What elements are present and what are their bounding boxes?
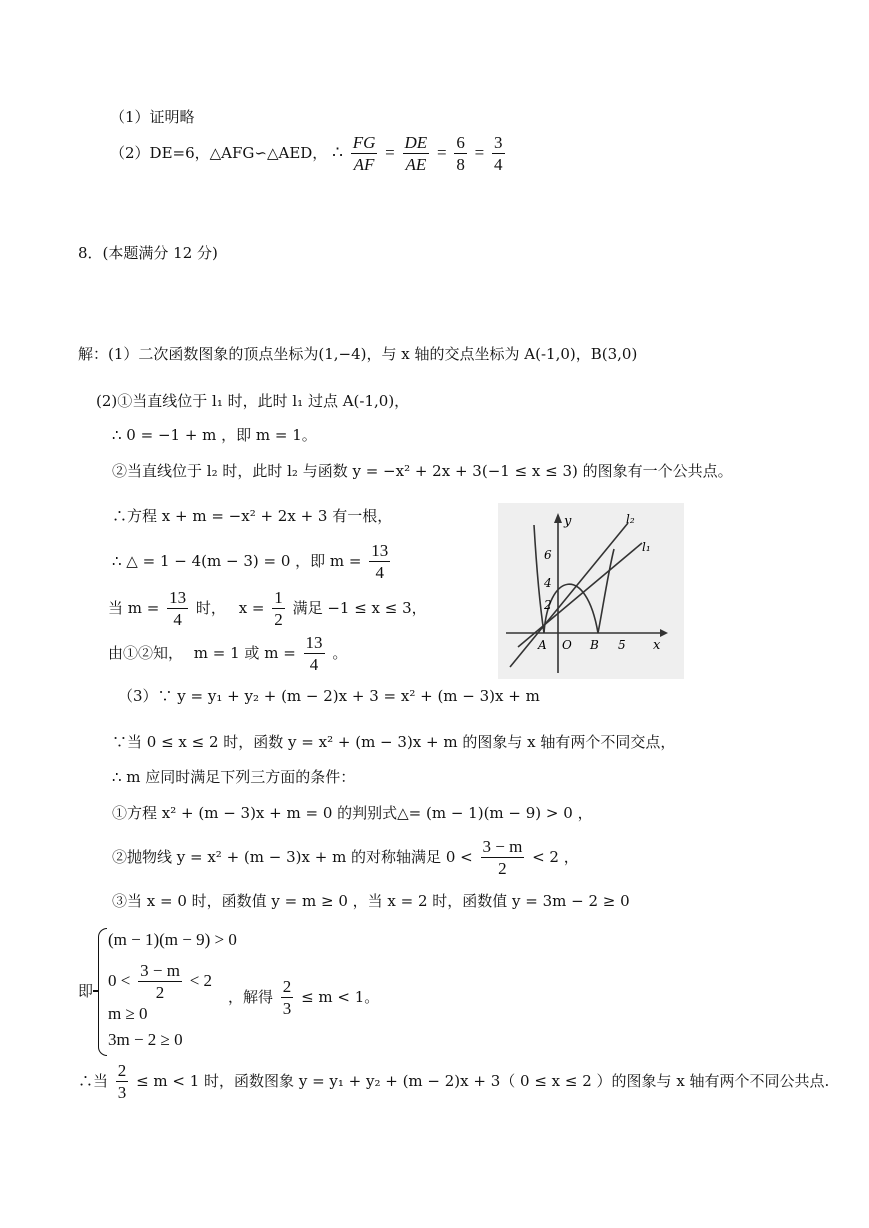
frac-denominator: 4 (375, 563, 384, 583)
discriminant-text: ∴ △ = 1 − 4(m − 3) = 0 ，即 m = (112, 551, 362, 570)
frac-numerator: 13 (304, 632, 325, 654)
solution-3-line-5 (112, 836, 579, 880)
frac-numerator: DE (403, 132, 430, 154)
solution-2-line-4: ∴方程 x + m = −x² + 2x + 3 有一根， (112, 507, 393, 525)
fraction-2-3 (281, 976, 294, 1020)
fraction-3m-2 (138, 960, 182, 1004)
x-axis-arrow-icon (660, 629, 668, 637)
fraction-3m-2 (481, 836, 525, 880)
range-check-text: 满足 −1 ≤ x ≤ 3， (292, 598, 427, 617)
l1-label: l₁ (642, 540, 651, 554)
final-post: ≤ m < 1 时，函数图象 y = y₁ + y₂ + (m − 2)x + 3（ 0 ≤ x ≤ 2 ）的图象与 x 轴有两个不同公共点. (136, 1071, 830, 1090)
x-equals-text: x = (238, 598, 265, 617)
function-graph-figure (498, 503, 684, 679)
y-axis-label: y (564, 514, 572, 529)
fraction-13-4 (167, 587, 188, 631)
system-row-3: m ≥ 0 (108, 1004, 148, 1023)
frac-numerator: 2 (281, 976, 294, 998)
system-row-1: (m − 1)(m − 9) > 0 (108, 930, 237, 949)
point-b-label: B (590, 638, 599, 652)
when-m-text: 当 m = (108, 598, 160, 617)
solution-2-line-5 (112, 540, 393, 584)
frac-numerator: 2 (116, 1060, 129, 1082)
solution-2-line-1: (2)①当直线位于 l₁ 时，此时 l₁ 过点 A(-1,0)， (96, 392, 410, 410)
frac-numerator: 13 (167, 587, 188, 609)
combine-text: 由①②知， (108, 643, 184, 662)
system-prefix: 即 (78, 982, 94, 1000)
solution-2-line-7 (108, 632, 347, 676)
axis-of-symmetry-text: ②抛物线 y = x² + (m − 3)x + m 的对称轴满足 0 < (112, 847, 473, 866)
frac-denominator: AF (353, 155, 375, 175)
frac-denominator: 3 (282, 999, 292, 1019)
system-result-post: ≤ m < 1。 (301, 987, 380, 1006)
fraction-6-8 (454, 132, 467, 176)
solution-3-line-2: ∵当 0 ≤ x ≤ 2 时，函数 y = x² + (m − 3)x + m 的图象与 x 轴有两个不同交点， (112, 733, 676, 751)
axis-inequality-end: < 2 ， (532, 847, 579, 866)
solution-3-line-1: （3）∵ y = y₁ + y₂ + (m − 2)x + 3 = x² + (m − 3)x + m (118, 687, 540, 705)
equals-sign: = (385, 142, 395, 162)
frac-numerator: 13 (369, 540, 390, 562)
frac-numerator: 3 − m (481, 836, 525, 858)
system-result (228, 976, 379, 1020)
fraction-13-4 (304, 632, 325, 676)
system-row-2-pre: 0 < (108, 970, 131, 990)
frac-denominator: 2 (274, 610, 283, 630)
fraction-13-4 (369, 540, 390, 584)
system-row-2-post: < 2 (189, 970, 213, 990)
frac-denominator: 2 (155, 983, 165, 1003)
fraction-fg-af (351, 132, 378, 176)
y-axis-arrow-icon (554, 513, 562, 523)
fraction-2-3 (116, 1060, 129, 1104)
system-row-4: 3m − 2 ≥ 0 (108, 1030, 183, 1049)
part2-prefix: （2）DE=6，△AFG∽△AED， (110, 143, 328, 162)
equals-sign: = (436, 142, 447, 162)
frac-denominator: AE (405, 155, 427, 175)
frac-numerator: 6 (454, 132, 467, 154)
frac-denominator: 2 (498, 859, 507, 879)
origin-label: O (562, 638, 572, 652)
system-result-pre: ，解得 (228, 987, 274, 1006)
frac-denominator: 4 (173, 610, 182, 630)
final-pre: ∴当 (78, 1071, 109, 1090)
frac-denominator: 8 (456, 155, 465, 175)
fraction-3-4 (492, 132, 505, 176)
when-suffix-text: 时， (195, 598, 226, 617)
solution-3-line-4: ①方程 x² + (m − 3)x + m = 0 的判别式△= (m − 1)(m − 9) > 0 ， (112, 804, 593, 822)
therefore-symbol: ∴ (332, 142, 343, 162)
period-text: 。 (332, 643, 348, 662)
x-axis-label: x (653, 638, 661, 653)
system-row-2 (108, 960, 212, 1004)
graph-svg (498, 503, 684, 679)
tick-label-4: 4 (544, 576, 552, 590)
curve-left-branch (534, 525, 544, 633)
solution-3-line-6: ③当 x = 0 时，函数值 y = m ≥ 0 ，当 x = 2 时，函数值 y = 3m − 2 ≥ 0 (112, 892, 630, 910)
solution-2-line-3: ②当直线位于 l₂ 时，此时 l₂ 与函数 y = −x² + 2x + 3(−1 ≤ x ≤ 3) 的图象有一个公共点。 (112, 462, 733, 480)
question-8-title: 8．(本题满分 12 分) (78, 244, 218, 262)
frac-numerator: 3 (492, 132, 505, 154)
m-values-text: m = 1 或 m = (193, 643, 296, 662)
part2-line (110, 132, 508, 176)
system-brace (98, 928, 107, 1056)
system-brace-tip (93, 990, 99, 992)
solution-2-line-6 (108, 587, 427, 631)
tick-label-2: 2 (544, 598, 552, 612)
frac-denominator: 3 (117, 1083, 127, 1103)
l2-label: l₂ (626, 512, 635, 526)
solution-3-line-3: ∴ m 应同时满足下列三方面的条件： (112, 768, 356, 786)
frac-denominator: 4 (309, 655, 319, 675)
tick-label-5: 5 (618, 638, 626, 652)
fraction-de-ae (403, 132, 430, 176)
part1-text: （1）证明略 (110, 108, 195, 126)
equals-sign: = (474, 142, 485, 162)
frac-numerator: FG (351, 132, 378, 154)
point-a-label: A (538, 638, 547, 652)
fraction-1-2 (272, 587, 285, 631)
frac-denominator: 4 (494, 155, 503, 175)
solution-line-1: 解：(1）二次函数图象的顶点坐标为(1,−4)，与 x 轴的交点坐标为 A(-1,0)，B(3,0) (78, 345, 638, 363)
final-conclusion (78, 1060, 829, 1104)
solution-2-line-2: ∴ 0 = −1 + m ，即 m = 1。 (112, 426, 317, 444)
frac-numerator: 3 − m (138, 960, 182, 982)
tick-label-6: 6 (544, 548, 552, 562)
frac-numerator: 1 (272, 587, 285, 609)
curve-right-branch (598, 549, 614, 633)
